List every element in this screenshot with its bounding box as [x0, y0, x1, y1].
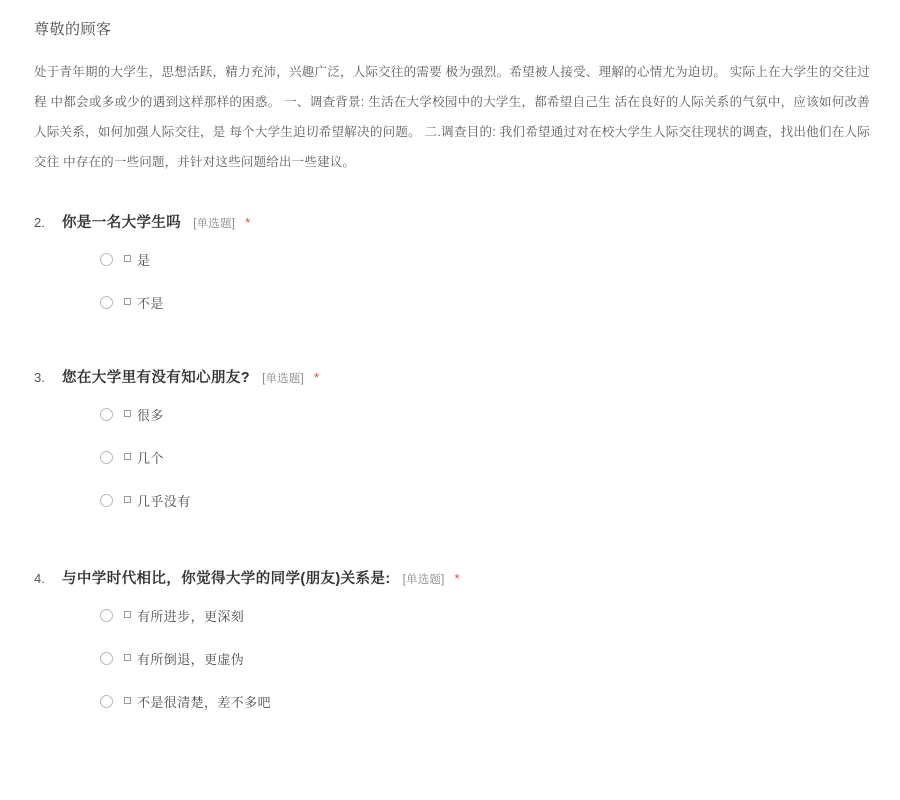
option-item[interactable]: [100, 680, 870, 723]
radio-icon[interactable]: [100, 695, 113, 708]
option-list: [34, 238, 870, 324]
option-item[interactable]: [100, 281, 870, 324]
checkbox-glyph-icon: [124, 697, 131, 704]
question-type-label: [单选题]: [193, 218, 236, 230]
radio-icon[interactable]: [100, 451, 113, 464]
radio-icon[interactable]: [100, 609, 113, 622]
question-type-label: [单选题]: [262, 373, 304, 385]
option-label: 很多: [137, 408, 164, 423]
option-label: 有所进步，更深刻: [137, 609, 245, 624]
required-marker: *: [454, 571, 460, 586]
question-header: [34, 366, 870, 387]
question-header: [34, 211, 870, 232]
question-title: 你是一名大学生吗: [62, 215, 182, 231]
option-label: 不是: [137, 296, 164, 311]
option-item[interactable]: [100, 238, 870, 281]
question-block: [34, 567, 870, 723]
checkbox-glyph-icon: [124, 611, 131, 618]
checkbox-glyph-icon: [124, 496, 131, 503]
question-title: 与中学时代相比，你觉得大学的同学(朋友)关系是:: [62, 571, 391, 587]
checkbox-glyph-icon: [124, 410, 131, 417]
radio-icon[interactable]: [100, 253, 113, 266]
question-block: [34, 366, 870, 522]
option-list: [34, 594, 870, 723]
radio-icon[interactable]: [100, 652, 113, 665]
option-label: 不是很清楚，差不多吧: [137, 695, 272, 710]
option-label: 有所倒退，更虚伪: [137, 652, 245, 667]
checkbox-glyph-icon: [124, 654, 131, 661]
option-item[interactable]: [100, 436, 870, 479]
question-header: [34, 567, 870, 588]
option-list: [34, 393, 870, 522]
checkbox-glyph-icon: [124, 298, 131, 305]
option-label: 几乎没有: [137, 494, 191, 509]
checkbox-glyph-icon: [124, 453, 131, 460]
checkbox-glyph-icon: [124, 255, 131, 262]
radio-icon[interactable]: [100, 494, 113, 507]
option-item[interactable]: [100, 637, 870, 680]
question-number: 4.: [34, 571, 45, 586]
survey-intro-text: 处于青年期的大学生，思想活跃，精力充沛，兴趣广泛，人际交往的需要 极为强烈。希望被人接受、理解的心情尤为迫切。 实际上在大学生的交往过程 中都会或多或少的遇到这样那样的困惑。 一、调查背景: 生活在大学校园中的大学生，都希望自己生 活在良好的人际关系的气氛中，应该如何改善人际关系，如何加强人际交往，是 每个大学生迫切希望解决的问题。 二.调查目的: 我们希望通过对在校大学生人际交往现状的调查，找出他们在人际交往 中存在的一些问题，并针对这些问题给出一些建议。: [34, 65, 870, 169]
option-label: 几个: [137, 451, 164, 466]
question-title: 您在大学里有没有知心朋友?: [62, 370, 251, 386]
radio-icon[interactable]: [100, 408, 113, 421]
option-item[interactable]: [100, 594, 870, 637]
option-item[interactable]: [100, 479, 870, 522]
option-label: 是: [137, 253, 151, 268]
question-number: 3.: [34, 370, 45, 385]
question-type-label: [单选题]: [402, 574, 445, 586]
radio-icon[interactable]: [100, 296, 113, 309]
question-block: [34, 211, 870, 324]
required-marker: *: [313, 370, 320, 385]
question-number: 2.: [34, 215, 45, 230]
page-title: 尊敬的顾客: [34, 21, 112, 38]
required-marker: *: [245, 215, 251, 230]
option-item[interactable]: [100, 393, 870, 436]
